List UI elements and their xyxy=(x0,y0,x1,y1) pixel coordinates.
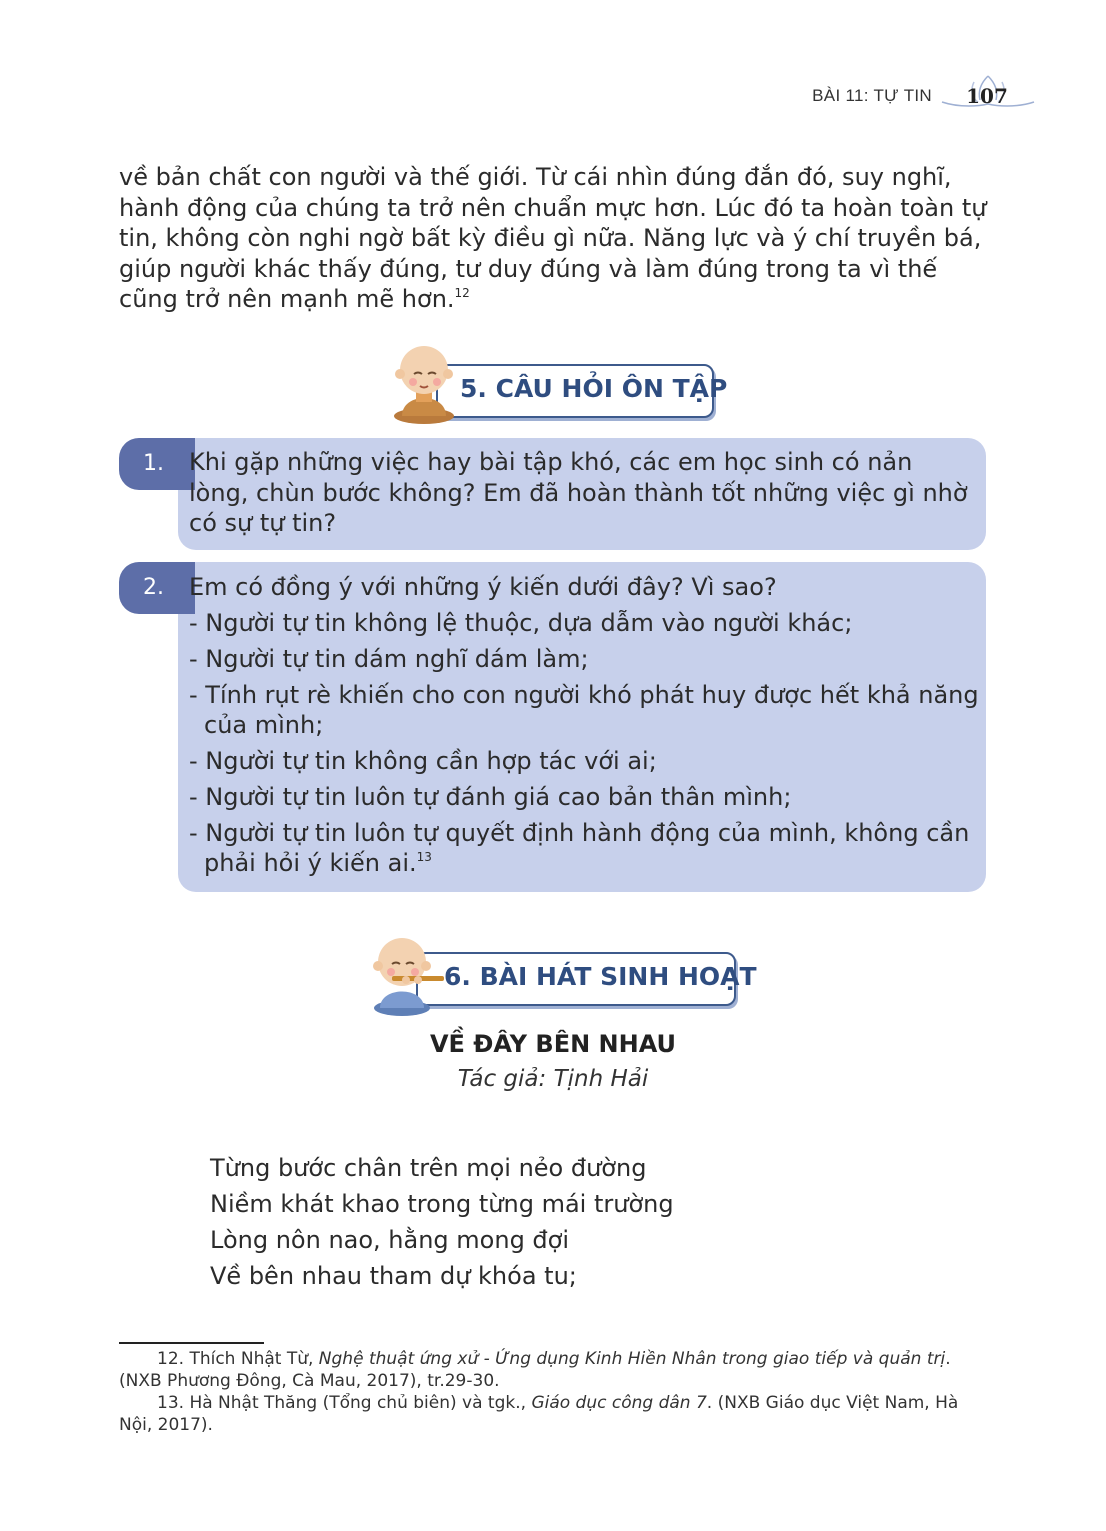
question-1-number: 1. xyxy=(119,438,195,490)
footnotes xyxy=(119,1348,987,1436)
footnote-ref-12: 12 xyxy=(454,286,470,300)
footnote-12 xyxy=(119,1348,987,1392)
section-6-title: 6. BÀI HÁT SINH HOẠT xyxy=(444,962,757,991)
question-2-text: Em có đồng ý với những ý kiến dưới đây? Vì sao? xyxy=(189,573,777,601)
question-2-bullet: - Tính rụt rè khiến cho con người khó phát huy được hết khả năng của mình; xyxy=(189,681,979,739)
lyric-line: Lòng nôn nao, hằng mong đợi xyxy=(210,1226,570,1254)
question-2-bullet: - Người tự tin luôn tự đánh giá cao bản thân mình; xyxy=(189,783,792,811)
meditating-monk-icon xyxy=(388,336,466,426)
page-number-ornament xyxy=(940,72,1036,112)
footnote-13-lead: 13. Hà Nhật Thăng (Tổng chủ biên) và tgk., xyxy=(157,1393,532,1413)
question-2-number: 2. xyxy=(119,562,195,614)
question-2-bullet-text: - Người tự tin luôn tự quyết định hành động của mình, không cần phải hỏi ý kiến ai. xyxy=(189,819,970,877)
song-lyrics xyxy=(210,1150,674,1294)
footnote-12-tail: . (NXB Phương Đông, Cà Mau, 2017), tr.29-30. xyxy=(119,1349,951,1391)
running-head: BÀI 11: TỰ TIN xyxy=(812,86,932,105)
intro-text: về bản chất con người và thế giới. Từ cái nhìn đúng đắn đó, suy nghĩ, hành động của chúng ta trở nên chuẩn mực hơn. Lúc đó ta hoàn toàn tự tin, không còn nghi ngờ bất kỳ điều gì nữa. Năng lực và ý chí truyền bá, giúp người khác thấy đúng, tư duy đúng và làm đúng trong ta vì thế cũng trở nên mạnh mẽ hơn. xyxy=(119,163,987,313)
lyric-line: Về bên nhau tham dự khóa tu; xyxy=(210,1262,577,1290)
question-1-text: Khi gặp những việc hay bài tập khó, các em học sinh có nản lòng, chùn bước không? Em đã hoàn thành tốt những việc gì nhờ có sự tự tin? xyxy=(189,448,968,537)
question-2-content xyxy=(189,572,979,878)
question-2-bullet-last xyxy=(189,818,979,878)
lyric-line: Từng bước chân trên mọi nẻo đường xyxy=(210,1154,647,1182)
song-author: Tác giả: Tịnh Hải xyxy=(457,1066,649,1092)
footnote-divider xyxy=(119,1342,264,1344)
section-5-banner xyxy=(388,336,728,426)
question-2-bullet: - Người tự tin không cần hợp tác với ai; xyxy=(189,747,657,775)
song-title: VỀ ĐÂY BÊN NHAU xyxy=(429,1030,677,1058)
page-number: 107 xyxy=(966,84,1008,108)
footnote-13-title: Giáo dục công dân 7 xyxy=(531,1393,707,1413)
flute-monk-icon xyxy=(366,928,446,1018)
lyric-line: Niềm khát khao trong từng mái trường xyxy=(210,1190,674,1218)
section-5-title: 5. CÂU HỎI ÔN TẬP xyxy=(460,374,728,403)
footnote-13 xyxy=(119,1392,987,1436)
question-2-bullet: - Người tự tin dám nghĩ dám làm; xyxy=(189,645,589,673)
question-2-bullet: - Người tự tin không lệ thuộc, dựa dẫm vào người khác; xyxy=(189,609,853,637)
footnote-12-lead: 12. Thích Nhật Từ, xyxy=(157,1349,319,1369)
footnote-13-tail: . (NXB Giáo dục Việt Nam, Hà Nội, 2017). xyxy=(119,1393,959,1435)
page-header xyxy=(812,72,1036,112)
footnote-ref-13: 13 xyxy=(416,850,432,864)
footnote-12-title: Nghệ thuật ứng xử - Ứng dụng Kinh Hiền Nhân trong giao tiếp và quản trị xyxy=(318,1349,946,1369)
intro-paragraph xyxy=(119,162,989,315)
section-6-banner xyxy=(366,926,757,1018)
